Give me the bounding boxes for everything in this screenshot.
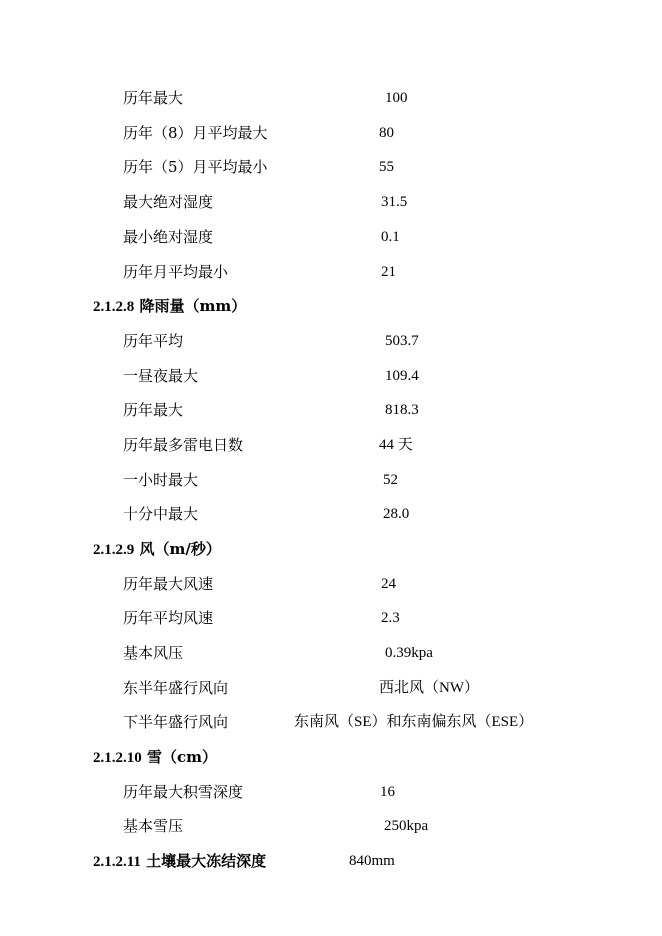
row-label: 历年最大	[123, 401, 184, 419]
row-value: 55	[379, 159, 394, 175]
row-value: 100	[385, 90, 408, 106]
section-number: 2.1.2.9	[93, 542, 135, 558]
row-label: 历年平均	[123, 332, 184, 350]
row-value: 31.5	[381, 194, 408, 210]
row-value: 21	[381, 264, 396, 280]
row-value: 东南风（SE）和东南偏东风（ESE）	[294, 714, 534, 730]
row-value: 28.0	[383, 506, 410, 522]
row-label: 基本雪压	[123, 817, 184, 835]
row-label: 历年（5）月平均最小	[123, 158, 268, 176]
row-label: 最大绝对湿度	[123, 193, 214, 211]
section-heading-rainfall	[93, 294, 246, 318]
row-value: 2.3	[381, 610, 400, 626]
row-value: 109.4	[385, 368, 419, 384]
row-label: 历年最多雷电日数	[123, 436, 244, 454]
section-title: 降雨量（mm）	[139, 297, 247, 315]
section-number: 2.1.2.11	[93, 854, 141, 870]
row-label: 东半年盛行风向	[123, 679, 229, 697]
row-label: 历年平均风速	[123, 609, 214, 627]
row-value: 44 天	[379, 437, 413, 453]
section-heading-frost	[93, 849, 395, 873]
row-value: 818.3	[385, 402, 419, 418]
frost-depth-value: 840mm	[349, 853, 395, 869]
row-label: 历年月平均最小	[123, 263, 229, 281]
section-title: 土壤最大冻结深度	[146, 852, 267, 870]
row-value: 24	[381, 576, 396, 592]
row-label: 一昼夜最大	[123, 367, 199, 385]
row-value: 西北风（NW）	[379, 680, 479, 696]
row-label: 基本风压	[123, 644, 184, 662]
row-label: 历年（8）月平均最大	[123, 124, 268, 142]
row-value: 0.39kpa	[385, 645, 433, 661]
row-value: 0.1	[381, 229, 400, 245]
row-label: 十分中最大	[123, 505, 199, 523]
row-label: 下半年盛行风向	[123, 713, 229, 731]
section-number: 2.1.2.10	[93, 750, 142, 766]
section-number: 2.1.2.8	[93, 299, 135, 315]
row-value: 52	[383, 472, 398, 488]
row-value: 250kpa	[384, 818, 429, 834]
section-heading-wind	[93, 537, 221, 561]
row-label: 历年最大积雪深度	[123, 783, 244, 801]
row-value: 503.7	[385, 333, 419, 349]
section-title: 雪（cm）	[146, 748, 217, 766]
section-title: 风（m/秒）	[139, 540, 221, 558]
row-label: 历年最大风速	[123, 575, 214, 593]
row-label: 一小时最大	[123, 471, 199, 489]
row-label: 最小绝对湿度	[123, 228, 214, 246]
row-label: 历年最大	[123, 89, 184, 107]
row-value: 80	[379, 125, 394, 141]
section-heading-snow	[93, 745, 217, 769]
row-value: 16	[380, 784, 395, 800]
